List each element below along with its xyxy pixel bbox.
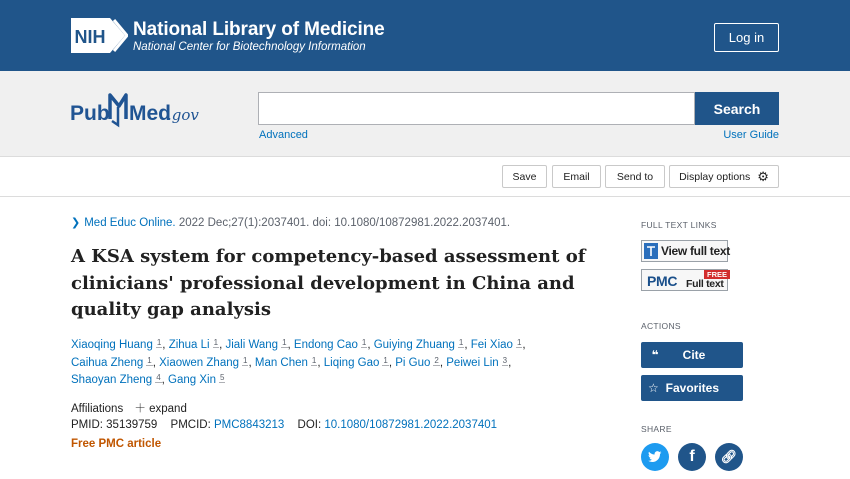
author-entry: Pi Guo $^2$, bbox=[395, 355, 447, 369]
email-button[interactable]: Email bbox=[552, 165, 601, 188]
doi-label: DOI: bbox=[297, 419, 322, 431]
display-options-label: Display options bbox=[679, 170, 751, 183]
pubmed-logo-pub: Pub bbox=[70, 102, 110, 125]
author-link[interactable]: Man Chen bbox=[254, 356, 308, 369]
chevron-right-icon: ❯ bbox=[71, 217, 81, 229]
author-link[interactable]: Pi Guo bbox=[395, 356, 431, 369]
affiliation-number[interactable]: 1 bbox=[516, 338, 522, 347]
affiliations-label: Affiliations bbox=[71, 403, 124, 415]
affiliations-row bbox=[71, 400, 187, 416]
author-entry: Xiaowen Zhang $^1$, bbox=[159, 355, 255, 369]
star-icon: ☆ bbox=[647, 381, 659, 395]
author-entry: Guiying Zhuang $^1$, bbox=[373, 338, 471, 351]
save-button[interactable]: Save bbox=[502, 165, 547, 188]
pmid-value: 35139759 bbox=[106, 419, 158, 431]
search-button[interactable]: Search bbox=[695, 92, 779, 125]
author-link[interactable]: Shaoyan Zheng bbox=[71, 374, 153, 386]
nih-logo[interactable] bbox=[70, 17, 128, 54]
share-heading: SHARE bbox=[641, 424, 672, 434]
pmcid-label: PMCID: bbox=[170, 419, 211, 431]
author-entry: Xiaoqing Huang $^1$, bbox=[71, 338, 169, 351]
pubmed-logo-gov: .gov bbox=[167, 106, 199, 124]
journal-link[interactable]: Med Educ Online. bbox=[84, 217, 176, 229]
send-to-button[interactable]: Send to bbox=[605, 165, 665, 188]
pmid-label: PMID: bbox=[71, 419, 103, 431]
permalink-share-button[interactable] bbox=[715, 443, 743, 471]
author-entry: Caihua Zheng $^1$, bbox=[71, 355, 160, 369]
expand-label: expand bbox=[149, 403, 187, 415]
pmcid-link[interactable]: PMC8843213 bbox=[213, 419, 285, 431]
affiliation-number[interactable]: 1 bbox=[147, 355, 152, 365]
author-link[interactable]: Peiwei Lin bbox=[446, 356, 499, 369]
view-full-text-link[interactable] bbox=[641, 240, 728, 262]
nih-logo-text: NIH bbox=[74, 27, 106, 47]
facebook-icon: f bbox=[689, 448, 695, 465]
author-entry: Endong Cao $^1$, bbox=[293, 338, 374, 351]
author-link[interactable]: Guiying Zhuang bbox=[373, 339, 455, 351]
author-entry: Peiwei Lin $^3$, bbox=[446, 355, 512, 369]
search-band bbox=[0, 71, 850, 157]
affiliation-number[interactable]: 1 bbox=[213, 338, 219, 347]
author-link[interactable]: Xiaoqing Huang bbox=[71, 339, 153, 351]
author-link[interactable]: Jiali Wang bbox=[225, 339, 279, 351]
user-guide-link[interactable]: User Guide bbox=[723, 129, 779, 141]
article-title: A KSA system for competency-based assessment of clinicians' professional development in China and quality gap analysis bbox=[71, 246, 586, 320]
affiliation-number[interactable]: 3 bbox=[502, 355, 508, 365]
citation-details: 2022 Dec;27(1):2037401. doi: 10.1080/10872981.2022.2037401. bbox=[178, 217, 511, 229]
favorites-label: Favorites bbox=[665, 381, 719, 395]
author-entry: Shaoyan Zheng $^4$, bbox=[71, 373, 169, 386]
author-entry: Man Chen $^1$, bbox=[254, 355, 324, 369]
facebook-share-button[interactable] bbox=[678, 443, 706, 471]
quote-icon: ❝ bbox=[651, 348, 659, 362]
affiliation-number[interactable]: 1 bbox=[361, 338, 367, 347]
nih-title[interactable]: National Library of Medicine bbox=[133, 19, 385, 40]
author-link[interactable]: Liqing Gao bbox=[323, 356, 380, 369]
action-bar bbox=[0, 157, 850, 197]
authors-list bbox=[71, 337, 551, 390]
affiliation-number[interactable]: 1 bbox=[458, 338, 464, 347]
full-text-links-heading: FULL TEXT LINKS bbox=[641, 220, 717, 230]
author-entry: Zihua Li $^1$, bbox=[168, 338, 226, 351]
cite-button[interactable] bbox=[641, 342, 743, 368]
author-link[interactable]: Caihua Zheng bbox=[71, 356, 144, 369]
author-link[interactable]: Endong Cao bbox=[293, 339, 358, 351]
favorites-button[interactable] bbox=[641, 375, 743, 401]
affiliation-number[interactable]: 5 bbox=[220, 373, 225, 382]
link-icon: 🔗︎ bbox=[720, 449, 738, 464]
affiliation-number[interactable]: 1 bbox=[243, 355, 248, 365]
affiliation-number[interactable]: 1 bbox=[383, 355, 388, 365]
cite-label: Cite bbox=[682, 348, 706, 362]
view-full-text-label: View full text bbox=[661, 244, 730, 258]
affiliation-number[interactable]: 1 bbox=[311, 355, 317, 365]
affiliation-number[interactable]: 4 bbox=[156, 373, 161, 382]
author-entry: Fei Xiao $^1$, bbox=[470, 338, 526, 351]
pubmed-logo[interactable] bbox=[70, 91, 205, 131]
display-options-button[interactable] bbox=[669, 165, 779, 188]
search-input[interactable] bbox=[258, 92, 695, 125]
taylor-francis-logo-icon bbox=[644, 243, 658, 259]
doi-link[interactable]: 10.1080/10872981.2022.2037401 bbox=[324, 419, 498, 431]
nih-header bbox=[0, 0, 850, 71]
twitter-share-button[interactable] bbox=[641, 443, 669, 471]
affiliation-number[interactable]: 2 bbox=[434, 355, 439, 365]
twitter-icon bbox=[648, 451, 662, 463]
author-link[interactable]: Fei Xiao bbox=[470, 339, 513, 351]
pmc-free-badge: FREE bbox=[704, 270, 730, 279]
identifiers-row bbox=[71, 419, 497, 431]
author-entry: Liqing Gao $^1$, bbox=[323, 355, 396, 369]
author-entry bbox=[168, 374, 225, 386]
author-link[interactable]: Xiaowen Zhang bbox=[159, 356, 240, 369]
plus-icon: ＋ bbox=[134, 403, 146, 415]
actions-heading: ACTIONS bbox=[641, 321, 681, 331]
pmc-full-text-label: Full text bbox=[686, 278, 724, 290]
login-button[interactable]: Log in bbox=[714, 23, 779, 52]
affiliation-number[interactable]: 1 bbox=[156, 338, 162, 347]
affiliation-number[interactable]: 1 bbox=[282, 338, 287, 347]
expand-affiliations-button[interactable] bbox=[134, 403, 186, 415]
gear-icon: ⚙ bbox=[757, 169, 769, 184]
author-entry: Jiali Wang $^1$, bbox=[225, 338, 294, 351]
pmc-logo-label: PMC bbox=[647, 273, 678, 289]
nih-subtitle: National Center for Biotechnology Information bbox=[133, 41, 366, 53]
author-link[interactable]: Zihua Li bbox=[168, 339, 210, 351]
pubmed-logo-med: Med bbox=[129, 102, 171, 125]
author-link[interactable]: Gang Xin bbox=[168, 374, 216, 386]
citation-line bbox=[71, 216, 510, 229]
pmc-full-text-link[interactable] bbox=[641, 269, 728, 291]
advanced-search-link[interactable]: Advanced bbox=[259, 129, 308, 141]
free-pmc-article-label: Free PMC article bbox=[71, 438, 162, 450]
